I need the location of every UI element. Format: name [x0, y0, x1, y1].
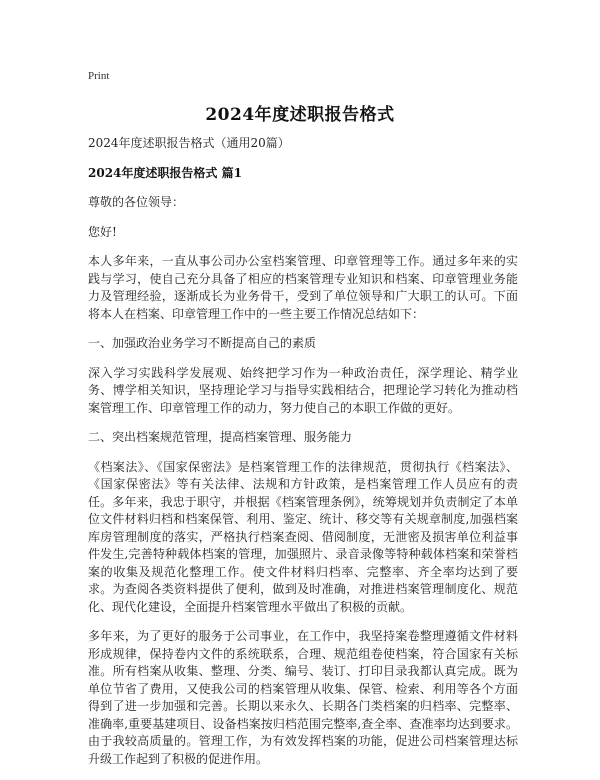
paragraph-archive-law: 《档案法》、《国家保密法》是档案管理工作的法律规范，贯彻执行《档案法》、《国家保密法》等有关法律、法规和方针政策，是档案管理工作人员应有的责任。多年来，我忠于职守，并根据《档案管理条例》，统筹规划并负责制定了本单位文件材料归档和档案保管、利用、鉴定、统计、移交等有关规章制度,加强档案库房管理制度的落实，严格执行档案查阅、借阅制度，无泄密及损害单位利益事件发生,完善特种载体档案的管理，加强照片、录音录像等特种载体档案和荣誉档案的收集及规范化整理工作。使文件材料归档率、完整率、齐全率均达到了要求。为查阅各类资料提供了便利，做到及时准确，对推进档案管理制度化、规范化、现代化建设，全面提升档案管理水平做出了积极的贡献。	[88, 459, 518, 614]
subheading-archive-management: 二、突出档案规范管理，提高档案管理、服务能力	[88, 430, 353, 444]
section-heading: 2024年度述职报告格式 篇1	[88, 165, 242, 180]
print-link[interactable]: Print	[88, 70, 110, 82]
paragraph-intro: 本人多年来，一直从事公司办公室档案管理、印章管理等工作。通过多年来的实践与学习，使自己充分具备了相应的档案管理专业知识和档案、印章管理业务能力及管理经验，逐渐成长为业务骨干，受到了单位领导和广大职工的认可。下面将本人在档案、印章管理工作中的一些主要工作情况总结如下：	[88, 254, 518, 321]
document-body	[88, 135, 518, 780]
document-subtitle: 2024年度述职报告格式（通用20篇）	[88, 136, 290, 150]
paragraph-study: 深入学习实践科学发展观、始终把学习作为一种政治责任，深学理论、精学业务、博学相关知识，坚持理论学习与指导实践相结合，把理论学习转化为推动档案管理工作、印章管理工作的动力，努力使自己的本职工作做的更好。	[88, 365, 518, 415]
subheading-study: 一、加强政治业务学习不断提高自己的素质	[88, 336, 317, 350]
paragraph-service: 多年来，为了更好的服务于公司事业，在工作中，我坚持案卷整理遵循文件材料形成规律，保持卷内文件的系统联系，合理、规范组卷使档案，符合国家有关标准。所有档案从收集、整理、分类、编号、装订、打印目录我都认真完成。既为单位节省了费用，又使我公司的档案管理从收集、保管、检索、利用等各个方面得到了进一步加强和完善。长期以来永久、长期各门类档案的归档率、完整率、准确率,重要基建项目、设备档案按归档范围完整率,查全率、查准率均达到要求。由于我较高质量的。管理工作，为有效发挥档案的功能，促进公司档案管理达标升级工作起到了积极的促进作用。	[88, 629, 518, 766]
salutation: 尊敬的各位领导：	[88, 195, 185, 209]
document-title: 2024年度述职报告格式	[205, 105, 395, 125]
greeting: 您好!	[88, 224, 117, 239]
